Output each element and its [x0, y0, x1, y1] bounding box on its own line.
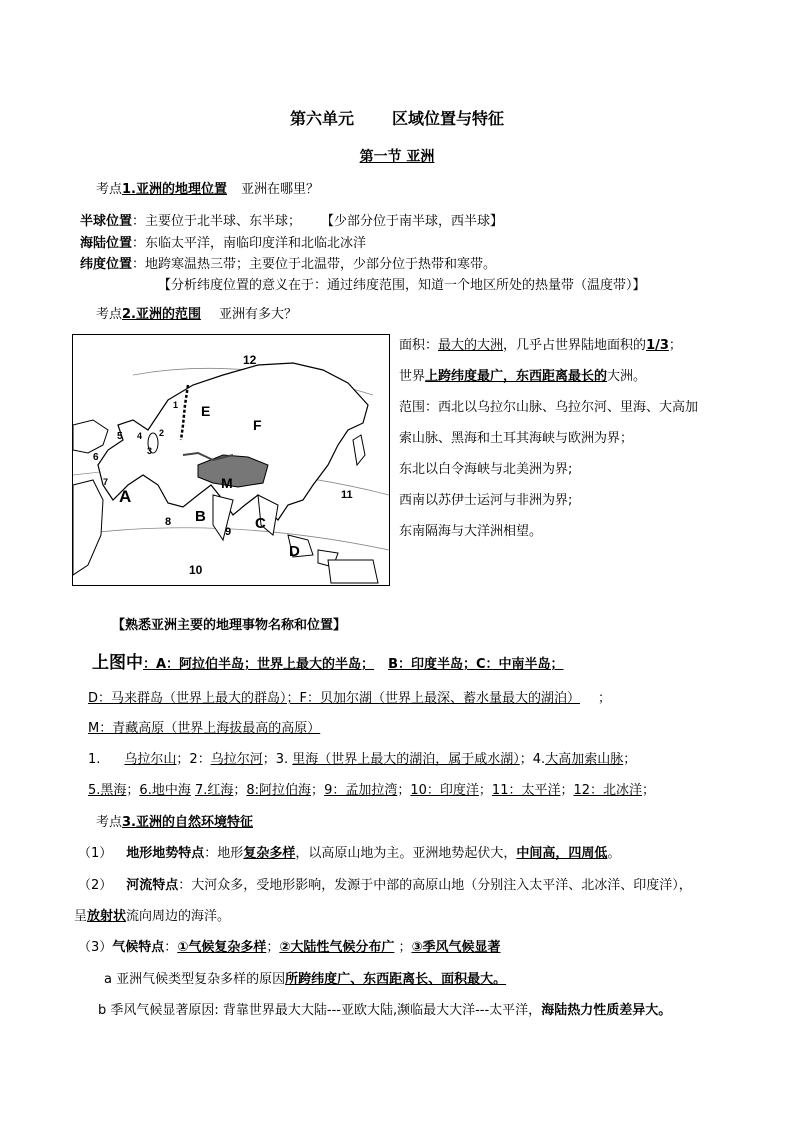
hemisphere-text: ：主要位于北半球、东半球；	[132, 214, 302, 229]
kd2-question: 亚洲有多大？	[219, 307, 298, 322]
list1-t3: 里海（世界上最大的湖泊，属于咸水湖）	[292, 752, 520, 767]
map-label-4: 4	[137, 431, 143, 441]
range-line-2: 索山脉、黑海和土耳其海峡与欧洲为界；	[399, 431, 634, 446]
span-underlined: 上跨纬度最广，东西距离最长的	[425, 369, 608, 384]
list2-s11: ；	[560, 783, 574, 798]
climate-s1: ；	[266, 940, 280, 955]
list1-s3: ；4.	[519, 752, 546, 767]
list2-s9: ；	[397, 783, 411, 798]
map-label-10: 10	[189, 563, 203, 577]
list2-t7: 7.红海	[194, 783, 234, 798]
terrain-text2: ，以高原山地为主。亚洲地势起伏大，	[295, 846, 517, 861]
section-title-text: 第一节 亚洲	[359, 149, 435, 165]
map-label-c: C	[255, 515, 266, 532]
area-mid: ，几乎占世界陆地面积的	[503, 338, 647, 353]
range-line-5: 东南隔海与大洋洲相望。	[399, 524, 543, 539]
reason-b-bold: 海陆热力性质差异大。	[541, 1003, 672, 1018]
list1-s2: ；3.	[262, 752, 293, 767]
d-text: D：马来群岛（世界上最大的群岛）；F：贝加尔湖（世界上最深、蓄水量最大的湖泊）	[88, 691, 580, 706]
kd3-title: 3.亚洲的自然环境特征	[122, 815, 253, 830]
river-text2b: 流向周边的海洋。	[126, 909, 231, 924]
list1-t1: 乌拉尔山	[124, 752, 177, 767]
reason-a-pre: a 亚洲气候类型复杂多样的原因	[104, 972, 286, 987]
range-line-4: 西南以苏伊士运河与非洲为界;	[399, 493, 573, 508]
terrain-num: （1）	[78, 846, 113, 861]
climate-line	[78, 936, 501, 955]
climate-c1: ①气候复杂多样	[177, 940, 267, 955]
area-fraction: 1/3	[646, 338, 669, 353]
river-text2a: 呈	[74, 909, 88, 924]
list1-s1: ；2：	[176, 752, 211, 767]
map-label-f: F	[253, 417, 262, 433]
kd2-prefix: 考点	[96, 307, 123, 322]
area-largest: 最大的大洲	[438, 338, 504, 353]
unit-title-right: 区域位置与特征	[392, 109, 505, 128]
list2-t11: 11：太平洋	[491, 783, 561, 798]
river-u: 放射状	[87, 909, 127, 924]
climate-c3: ③季风气候显著	[411, 940, 501, 955]
kd1-prefix: 考点	[96, 182, 123, 197]
river-line	[78, 874, 692, 893]
above-a: ：A：阿拉伯半岛；世界上最大的半岛；	[143, 657, 375, 672]
range-line-1: 范围：西北以乌拉尔山脉、乌拉尔河、里海、大高加	[399, 400, 699, 415]
sea-land-text: ：东临太平洋，南临印度洋和北临北冰洋	[132, 236, 367, 251]
list1-t2: 乌拉尔河	[210, 752, 263, 767]
unit-title-left: 第六单元	[289, 109, 354, 128]
unit-title	[0, 106, 794, 129]
japan-outline	[353, 435, 365, 465]
latitude-label: 纬度位置	[80, 257, 133, 272]
map-label-2: 2	[159, 428, 165, 438]
reason-a-line	[104, 968, 506, 987]
d-end: ；	[598, 691, 612, 706]
kd1-line	[96, 178, 319, 197]
d-line	[88, 687, 611, 706]
list1-s4: ；	[623, 752, 637, 767]
area-sep: ：	[425, 338, 439, 353]
sea-land-label: 海陆位置	[80, 236, 133, 251]
list1-num: 1.	[88, 752, 101, 767]
sea-land-line	[80, 232, 366, 251]
list-line-1	[88, 748, 636, 767]
asia-map	[72, 334, 390, 586]
climate-s2: ；	[394, 940, 412, 955]
map-label-b: B	[195, 508, 206, 525]
above-big: 上图中	[92, 653, 143, 673]
asia-outline	[98, 363, 368, 520]
kd2-title: 2.亚洲的范围	[122, 307, 201, 322]
hemisphere-label: 半球位置	[80, 214, 133, 229]
list2-t5: 5.黑海	[88, 783, 127, 798]
map-label-a: A	[119, 487, 132, 506]
list2-s10: ；	[478, 783, 492, 798]
span-pre: 世界	[399, 369, 426, 384]
range-line-3: 东北以白令海峡与北美洲为界;	[399, 462, 573, 477]
area-line	[399, 334, 682, 353]
list2-t8: 8:阿拉伯海	[246, 783, 312, 798]
terrain-line	[78, 842, 620, 861]
map-label-m: M	[221, 475, 233, 491]
map-label-8: 8	[165, 516, 172, 528]
climate-c2: ②大陆性气候分布广	[279, 940, 395, 955]
above-b: B：印度半岛；C：中南半岛；	[388, 657, 564, 672]
europe-outline	[73, 420, 108, 453]
list1-t4: 大高加索山脉	[545, 752, 624, 767]
list-line-2	[88, 779, 655, 798]
reason-b-line	[98, 999, 671, 1018]
list2-s8: ；	[311, 783, 325, 798]
river-num: （2）	[78, 878, 113, 893]
m-line: M：青藏高原（世界上海拔最高的高原）	[88, 721, 321, 736]
area-end: ；	[668, 338, 682, 353]
reason-b-pre: b 季风气候显著原因: 背靠世界最大大陆---亚欧大陆,濒临最大大洋---太平洋，	[98, 1003, 542, 1018]
terrain-label: 地形地势特点	[126, 846, 205, 861]
list2-t10: 10：印度洋	[410, 783, 479, 798]
river-line-2	[74, 905, 230, 924]
map-label-6: 6	[93, 452, 99, 463]
kd2-line	[96, 303, 297, 322]
hemisphere-note: 【少部分位于南半球，西半球】	[321, 214, 504, 229]
map-label-9: 9	[225, 526, 232, 538]
familiar-heading: 【熟悉亚洲主要的地理事物名称和位置】	[112, 618, 347, 633]
climate-label: 气候特点	[112, 940, 165, 955]
terrain-u2: 中间高，四周低	[516, 846, 608, 861]
list2-t12: 12：北冰洋	[573, 783, 643, 798]
latitude-text: ：地跨寒温热三带；主要位于北温带，少部分位于热带和寒带。	[132, 257, 497, 272]
river-text1: ：大河众多，受地形影响，发源于中部的高原山地（分别注入太平洋、北冰洋、印度洋），	[178, 878, 692, 893]
map-label-3: 3	[147, 446, 153, 456]
kd1-title: 1.亚洲的地理位置	[122, 182, 227, 197]
section-title	[0, 146, 794, 166]
latitude-note: 【分析纬度位置的意义在于：通过纬度范围，知道一个地区所处的热量带（温度带）】	[158, 278, 646, 293]
list2-t6: 6.地中海	[139, 783, 191, 798]
map-label-11: 11	[341, 489, 353, 501]
terrain-u1: 复杂多样	[243, 846, 296, 861]
area-label: 面积	[399, 338, 426, 353]
list2-s12: ；	[642, 783, 656, 798]
map-label-e: E	[201, 403, 211, 419]
terrain-text1: ：地形	[204, 846, 244, 861]
latitude-line	[80, 253, 496, 272]
map-label-d: D	[289, 543, 300, 560]
africa-outline	[73, 480, 103, 575]
list2-s7: ；	[233, 783, 247, 798]
hemisphere-line	[80, 210, 503, 229]
climate-sep: ：	[164, 940, 178, 955]
map-label-12: 12	[243, 353, 257, 367]
terrain-end: 。	[607, 846, 621, 861]
kd3-prefix: 考点	[96, 815, 123, 830]
australia-outline	[328, 560, 378, 583]
map-label-5: 5	[117, 431, 123, 442]
river-label: 河流特点	[126, 878, 179, 893]
span-end: 大洲。	[607, 369, 647, 384]
asia-map-svg	[73, 335, 389, 585]
kd1-question: 亚洲在哪里？	[241, 182, 320, 197]
list2-t9: 9：孟加拉湾	[324, 783, 398, 798]
kd3-line	[96, 811, 253, 830]
reason-a-u: 所跨纬度广、东西距离长、面积最大。	[285, 972, 507, 987]
climate-num: （3）	[78, 940, 113, 955]
map-label-1: 1	[173, 400, 179, 410]
list2-s5: ；	[126, 783, 140, 798]
above-line	[92, 648, 564, 673]
map-label-7: 7	[103, 477, 109, 487]
span-line	[399, 365, 646, 384]
